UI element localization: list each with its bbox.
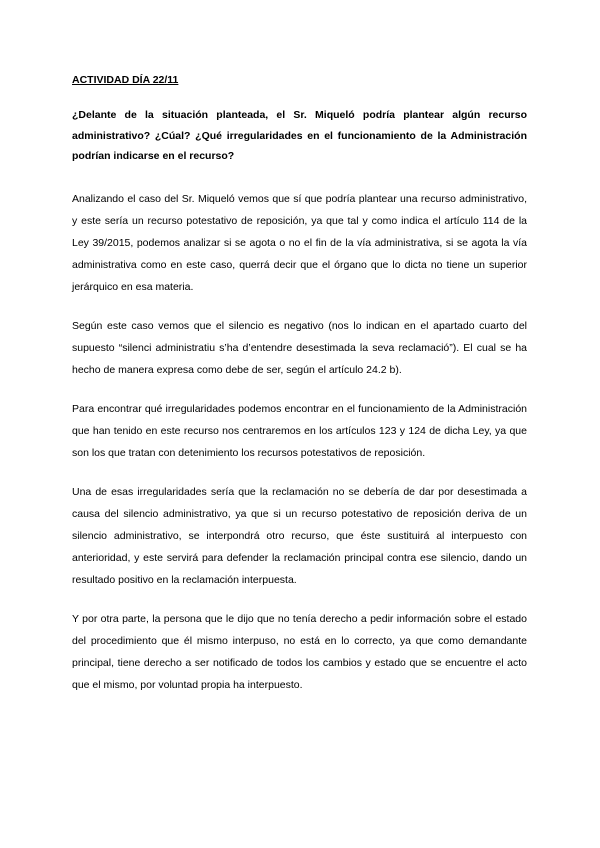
document-paragraph-4: Una de esas irregularidades sería que la reclamación no se debería de dar por desestimada a causa del silencio administrativo, ya que si un recurso potestativo de reposición deriva de un silencio administrativo, se interpondrá otro recurso, que éste sustituirá al interpuesto con anterioridad, y este servirá para defender la reclamación principal contra ese silencio, dando un resultado positivo en la reclamación interpuesta. [72,485,527,586]
document-paragraph-2: Según este caso vemos que el silencio es negativo (nos lo indican en el apartado cuarto del supuesto “silenci administratiu s’ha d’entendre desestimada la seva reclamació”). El cual se ha hecho de manera expresa como debe de ser, según el artículo 24.2 b). [72,319,527,376]
document-title: ACTIVIDAD DÍA 22/11 [72,74,179,86]
document-paragraph-1: Analizando el caso del Sr. Miqueló vemos que sí que podría plantear una recurso administrativo, y este sería un recurso potestativo de reposición, ya que tal y como indica el artículo 114 de la Ley 39/2015, podemos analizar si se agota o no el fin de la vía administrativa, si se agota la vía administrativa como en este caso, querrá decir que el órgano que lo dicta no tiene un superior jerárquico en esa materia. [72,192,527,293]
document-paragraph-3: Para encontrar qué irregularidades podemos encontrar en el funcionamiento de la Administración que han tenido en este recurso nos centraremos en los artículos 123 y 124 de dicha Ley, ya que son los que tratan con detenimiento los recursos potestativos de reposición. [72,402,527,459]
document-page [72,70,527,713]
document-paragraph-5: Y por otra parte, la persona que le dijo que no tenía derecho a pedir información sobre el estado del procedimiento que él mismo interpuso, no está en lo correcto, ya que como demandante principal, tiene derecho a ser notificado de todos los cambios y estado que se encuentre el acto que el mismo, por voluntad propia ha interpuesto. [72,612,527,691]
document-question: ¿Delante de la situación planteada, el Sr. Miqueló podría plantear algún recurso administrativo? ¿Cúal? ¿Qué irregularidades en el funcionamiento de la Administración podrían indicarse en el recurso? [72,109,527,162]
